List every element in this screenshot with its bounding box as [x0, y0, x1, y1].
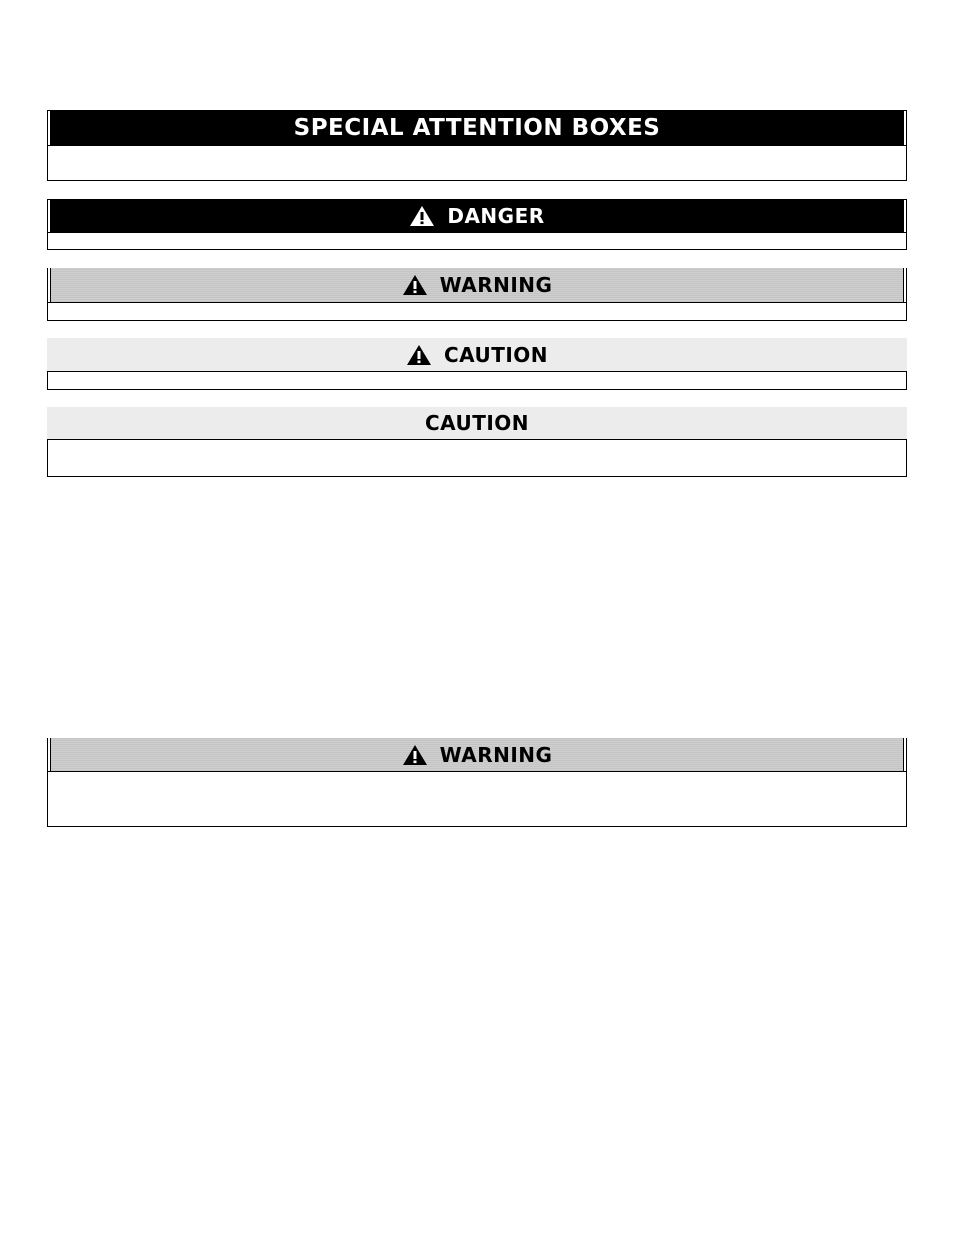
warning-box-2	[47, 738, 907, 827]
special-attention-title: SPECIAL ATTENTION BOXES	[293, 115, 661, 141]
warning-header	[50, 268, 904, 302]
danger-body	[48, 232, 906, 249]
caution-notice-label: CAUTION	[424, 411, 530, 435]
caution-notice-body	[48, 439, 906, 476]
warning-body-2	[48, 771, 906, 826]
caution-notice-header	[47, 407, 907, 439]
warning-label-2: WARNING	[439, 742, 553, 767]
caution-header	[47, 338, 907, 371]
warning-triangle-icon	[406, 344, 432, 366]
warning-box	[47, 268, 907, 321]
warning-body	[48, 302, 906, 320]
warning-triangle-icon	[402, 274, 428, 296]
special-attention-box	[47, 110, 907, 181]
special-attention-header	[50, 111, 904, 145]
danger-header	[50, 200, 904, 232]
warning-triangle-icon	[409, 205, 435, 227]
caution-notice-box	[47, 407, 907, 477]
danger-label: DANGER	[447, 204, 545, 228]
warning-triangle-icon	[402, 744, 428, 766]
warning-label: WARNING	[439, 273, 553, 297]
caution-box	[47, 338, 907, 390]
special-attention-body	[48, 145, 906, 180]
danger-box	[47, 199, 907, 250]
warning-header-2	[50, 738, 904, 771]
caution-body	[48, 371, 906, 389]
caution-label: CAUTION	[443, 342, 549, 367]
